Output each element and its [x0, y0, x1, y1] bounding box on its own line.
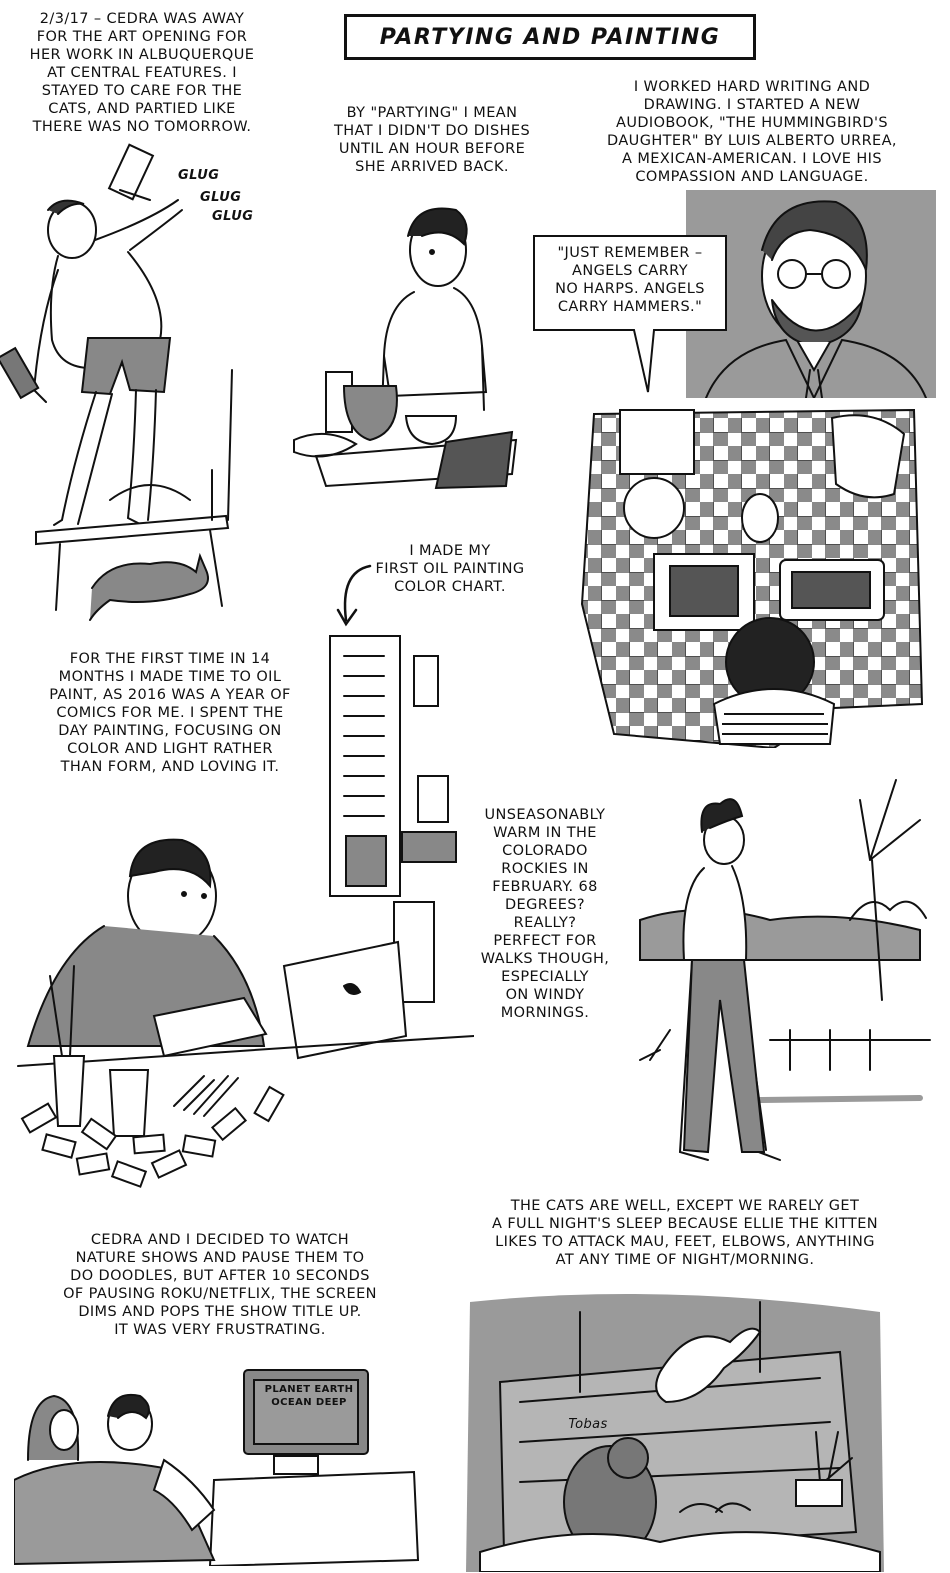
tv-title-line-1: PLANET EARTH: [264, 1384, 354, 1395]
caption-cats: THE CATS ARE WELL, EXCEPT WE RARELY GET A FULL NIGHT'S SLEEP BECAUSE ELLIE THE KITTEN LIKES TO ATTACK MAU, FEET, ELBOWS, ANYTHING AT ANY TIME OF NIGHT/MORNING.: [491, 1198, 878, 1268]
caption-intro: 2/3/17 – CEDRA WAS AWAY FOR THE ART OPENING FOR HER WORK IN ALBUQUERQUE AT CENTRAL FEATURES. I STAYED TO CARE FOR THE CATS, AND PARTIED LIKE THERE WAS NO TOMORROW.: [29, 11, 255, 135]
caption-oil-paint: FOR THE FIRST TIME IN 14 MONTHS I MADE TIME TO OIL PAINT, AS 2016 WAS A YEAR OF COMICS FOR ME. I SPENT THE DAY PAINTING, FOCUSING ON COLOR AND LIGHT RATHER THAN FORM, AND LOVING IT.: [49, 651, 291, 775]
tv-title-line-2: OCEAN DEEP: [271, 1397, 347, 1408]
caption-partying: BY "PARTYING" I MEAN THAT I DIDN'T DO DISHES UNTIL AN HOUR BEFORE SHE ARRIVED BACK.: [333, 105, 531, 175]
title-box: [344, 14, 756, 60]
overhead-desk-illustration: [574, 404, 926, 748]
walking-man-illustration: [620, 760, 936, 1180]
sfx-glug-1: GLUG: [178, 168, 220, 183]
caption-audiobook: I WORKED HARD WRITING AND DRAWING. I STARTED A NEW AUDIOBOOK, "THE HUMMINGBIRD'S DAUGHTER" BY LUIS ALBERTO URREA, A MEXICAN-AMERICAN. I LOVE HIS COMPASSION AND LANGUAGE.: [607, 79, 897, 185]
cats-night-illustration: [460, 1282, 890, 1572]
page-title: PARTYING AND PAINTING: [379, 24, 721, 50]
caption-nature-shows: CEDRA AND I DECIDED TO WATCH NATURE SHOWS AND PAUSE THEM TO DO DOODLES, BUT AFTER 10 SECONDS OF PAUSING ROKU/NETFLIX, THE SCREEN DIMS AND POPS THE SHOW TITLE UP. IT WAS VERY FRUSTRATING.: [63, 1232, 377, 1338]
arrow-pointer: [330, 560, 390, 630]
window-text: Tobas: [568, 1417, 608, 1432]
quote-text: "JUST REMEMBER – ANGELS CARRY NO HARPS. ANGELS CARRY HAMMERS.": [555, 245, 705, 315]
drinking-man-illustration: [0, 140, 260, 630]
caption-weather: UNSEASONABLY WARM IN THE COLORADO ROCKIES IN FEBRUARY. 68 DEGREES? REALLY? PERFECT FOR WALKS THOUGH, ESPECIALLY ON WINDY MORNINGS.: [480, 807, 610, 1021]
sfx-glug-2: GLUG: [200, 190, 242, 205]
kitchen-counter-illustration: [286, 196, 526, 496]
caption-color-chart: I MADE MY FIRST OIL PAINTING COLOR CHART.: [375, 543, 525, 595]
sfx-glug-3: GLUG: [212, 209, 254, 224]
painting-desk-illustration: [14, 626, 474, 1198]
watching-tv-illustration: [14, 1360, 424, 1566]
